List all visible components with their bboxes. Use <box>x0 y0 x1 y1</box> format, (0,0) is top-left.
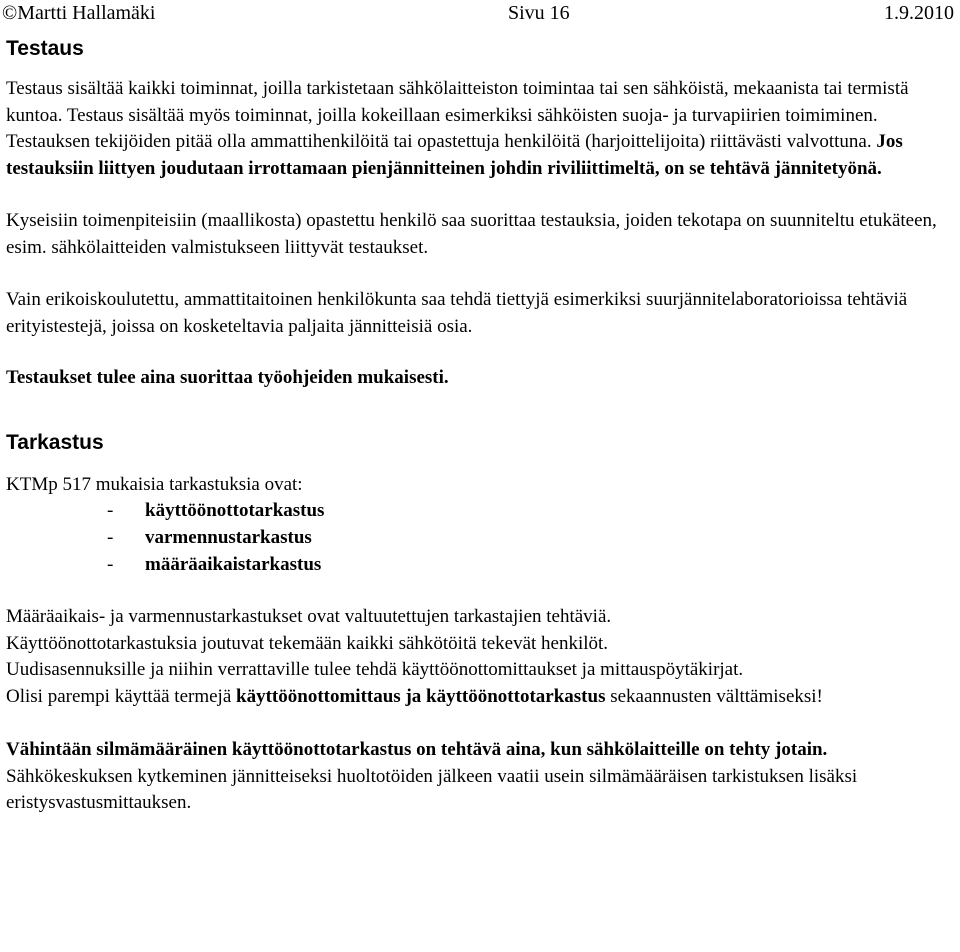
header-author: ©Martti Hallamäki <box>2 2 156 24</box>
paragraph-tyoohjeet: Testaukset tulee aina suorittaa työohjeiden mukaisesti. <box>6 367 449 388</box>
header-date: 1.9.2010 <box>884 2 954 24</box>
paragraph-vahintaan-text: Sähkökeskuksen kytkeminen jännitteiseksi huoltotöiden jälkeen vaatii usein silmämääräisen tarkistuksen lisäksi eristysvastusmittauksen. <box>6 765 858 813</box>
line-uudisasennus: Uudisasennuksille ja niihin verrattaville tulee tehdä käyttöönottomittaukset ja mittauspöytäkirjat. <box>6 659 744 680</box>
tarkastus-list <box>6 498 956 579</box>
paragraph-ktmp-intro: KTMp 517 mukaisia tarkastuksia ovat: <box>6 473 303 495</box>
list-item <box>6 498 956 525</box>
list-dash: - <box>107 554 114 575</box>
document-page <box>2 0 956 817</box>
paragraph-kyseisiin: Kyseisiin toimenpiteisiin (maallikosta) opastettu henkilö saa suorittaa testauksia, joiden tekotapa on suunniteltu etukäteen, esim. sähkölaitteiden valmistukseen liittyvät testaukset. <box>6 210 937 258</box>
paragraph-vahintaan <box>6 737 956 817</box>
paragraph-testaus-bold: Jos testauksiin liittyen joudutaan irrottamaan pienjännitteinen johdin riviliittimeltä, on se tehtävä jännitetyönä. <box>6 131 903 179</box>
header-page-number: Sivu 16 <box>508 2 570 24</box>
line-termit-post: sekaannusten välttämiseksi! <box>605 685 823 707</box>
line-termit-bold: käyttöönottomittaus ja käyttöönottotarkastus <box>236 685 606 707</box>
line-maaraaikais: Määräaikais- ja varmennustarkastukset ovat valtuutettujen tarkastajien tehtäviä. <box>6 606 612 627</box>
list-item <box>6 525 956 552</box>
heading-tarkastus: Tarkastus <box>6 430 104 454</box>
line-kayttoonotto: Käyttöönottotarkastuksia joutuvat tekemään kaikki sähkötöitä tekevät henkilöt. <box>6 632 609 654</box>
line-termit <box>6 684 956 711</box>
line-termit-pre: Olisi parempi käyttää termejä <box>6 685 237 707</box>
list-dash: - <box>107 527 114 548</box>
paragraph-tarkastajat <box>6 604 956 710</box>
paragraph-testaus-intro <box>6 76 956 182</box>
list-item-label: varmennustarkastus <box>145 527 312 548</box>
list-dash: - <box>107 500 114 521</box>
heading-testaus: Testaus <box>6 37 84 60</box>
page-header <box>2 0 956 27</box>
list-item-label: määräaikaistarkastus <box>145 554 322 575</box>
paragraph-testaus-text: Testaus sisältää kaikki toiminnat, joilla tarkistetaan sähkölaitteiston toimintaa tai sen sähköistä, mekaanista tai termistä kuntoa. Testaus sisältää myös toiminnat, joilla kokeillaan esimerkiksi sähköisten suoja- ja turvapiirien toimiminen. Testauksen tekijöiden pitää olla ammattihenkilöitä tai opastettuja henkilöitä (harjoittelijoita) riittävästi valvottuna. <box>6 78 909 152</box>
list-item-label: käyttöönottotarkastus <box>145 500 325 521</box>
list-item <box>6 552 956 579</box>
paragraph-vahintaan-bold: Vähintään silmämääräinen käyttöönottotarkastus on tehtävä aina, kun sähkölaitteille on tehty jotain. <box>6 739 828 760</box>
paragraph-vain: Vain erikoiskoulutettu, ammattitaitoinen henkilökunta saa tehdä tiettyjä esimerkiksi suurjännitelaboratorioissa tehtäviä erityistestejä, joissa on kosketeltavia paljaita jännitteisiä osia. <box>6 289 908 337</box>
